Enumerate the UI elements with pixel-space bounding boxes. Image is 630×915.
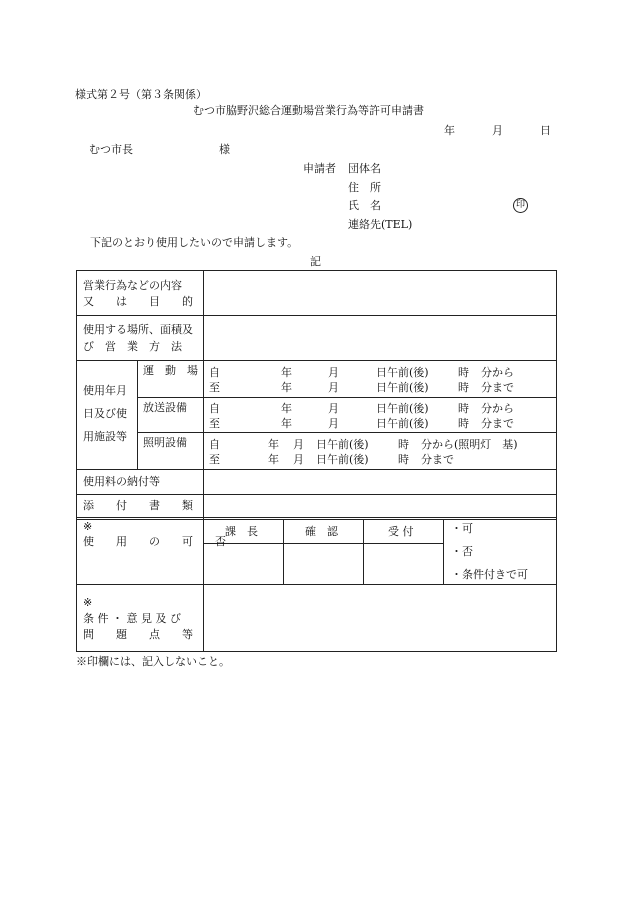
hour-label: 時 [458, 417, 469, 430]
option-conditional: ・条件付きで可 [451, 568, 528, 581]
row-divider [76, 584, 557, 585]
facility-sports-ground: 運 動 場 [143, 364, 198, 377]
purpose-label-line1: 営業行為などの内容 [83, 279, 182, 292]
facility-broadcast: 放送設備 [143, 401, 187, 414]
month-label: 月 [293, 453, 304, 466]
date-month: 月 [492, 124, 503, 137]
col-divider [443, 519, 444, 584]
minute-from-label: 分から [481, 402, 514, 415]
to-label: 至 [209, 381, 220, 394]
date-day: 日 [540, 124, 551, 137]
minute-from-label: 分から [481, 366, 514, 379]
kome-mark: ※ [83, 596, 93, 609]
day-ampm-label: 日午前(後) [376, 417, 429, 430]
col-divider [283, 519, 284, 584]
intro-text: 下記のとおり使用したいので申請します。 [90, 236, 299, 249]
minute-from-lighting-label: 分から(照明灯 基) [421, 438, 518, 451]
month-label: 月 [328, 381, 339, 394]
from-label: 自 [209, 438, 220, 451]
to-label: 至 [209, 417, 220, 430]
name-label: 氏 名 [348, 199, 381, 212]
form-number: 様式第２号（第３条関係） [75, 88, 207, 101]
group-name-label: 団体名 [348, 162, 381, 175]
from-label: 自 [209, 366, 220, 379]
period-label-line1: 使用年月 [83, 384, 127, 397]
conditions-label-line1: 条 件 ・ 意 見 及 び [83, 612, 181, 625]
footnote: ※印欄には、記入しないこと。 [76, 655, 230, 668]
facility-lighting: 照明設備 [143, 436, 187, 449]
year-label: 年 [281, 402, 292, 415]
approval-label: 使 用 の 可 否 [83, 535, 226, 548]
hour-label: 時 [398, 438, 409, 451]
hour-label: 時 [458, 381, 469, 394]
month-label: 月 [293, 438, 304, 451]
day-ampm-label: 日午前(後) [376, 381, 429, 394]
year-label: 年 [281, 381, 292, 394]
kome-mark: ※ [83, 520, 93, 533]
applicant-label: 申請者 [303, 162, 336, 175]
col-divider [137, 360, 138, 469]
place-label-line1: 使用する場所、面積及 [83, 323, 193, 336]
fee-label: 使用料の納付等 [83, 475, 160, 488]
hour-label: 時 [458, 402, 469, 415]
year-label: 年 [268, 453, 279, 466]
minute-to-label: 分まで [481, 417, 514, 430]
ki-label: 記 [310, 255, 321, 268]
hour-label: 時 [398, 453, 409, 466]
day-ampm-label: 日午前(後) [316, 453, 369, 466]
row-divider [76, 494, 557, 495]
addressee: むつ市長 [89, 143, 133, 156]
year-label: 年 [268, 438, 279, 451]
row-divider [76, 517, 557, 518]
year-label: 年 [281, 366, 292, 379]
attachments-label: 添 付 書 類 [83, 499, 193, 512]
section-chief-label: 課 長 [225, 525, 258, 538]
to-label: 至 [209, 453, 220, 466]
day-ampm-label: 日午前(後) [376, 402, 429, 415]
confirm-label: 確 認 [305, 525, 338, 538]
option-yes: ・可 [451, 522, 473, 535]
document-title: むつ市脇野沢総合運動場営業行為等許可申請書 [193, 104, 424, 117]
row-divider [137, 432, 557, 433]
minute-to-label: 分まで [421, 453, 454, 466]
period-label-line3: 用施設等 [83, 430, 127, 443]
day-ampm-label: 日午前(後) [376, 366, 429, 379]
place-label-line2: び 営 業 方 法 [83, 340, 182, 353]
row-divider [76, 519, 557, 520]
hour-label: 時 [458, 366, 469, 379]
row-divider [76, 360, 557, 361]
purpose-label-line2: 又 は 目 的 [83, 295, 193, 308]
address-label: 住 所 [348, 181, 381, 194]
from-label: 自 [209, 402, 220, 415]
row-divider [137, 397, 557, 398]
seal-mark: 印 [513, 198, 528, 213]
row-divider [76, 469, 557, 470]
honorific: 様 [219, 143, 230, 156]
year-label: 年 [281, 417, 292, 430]
date-year: 年 [444, 124, 455, 137]
month-label: 月 [328, 402, 339, 415]
minute-to-label: 分まで [481, 381, 514, 394]
period-label-line2: 日及び使 [83, 407, 127, 420]
reception-label: 受 付 [388, 525, 414, 538]
row-divider [76, 315, 557, 316]
col-divider [203, 270, 204, 652]
conditions-label-line2: 問 題 点 等 [83, 628, 193, 641]
col-divider [363, 519, 364, 584]
option-no: ・否 [451, 545, 473, 558]
contact-label: 連絡先(TEL) [348, 218, 413, 231]
month-label: 月 [328, 417, 339, 430]
day-ampm-label: 日午前(後) [316, 438, 369, 451]
row-divider [203, 543, 443, 544]
month-label: 月 [328, 366, 339, 379]
